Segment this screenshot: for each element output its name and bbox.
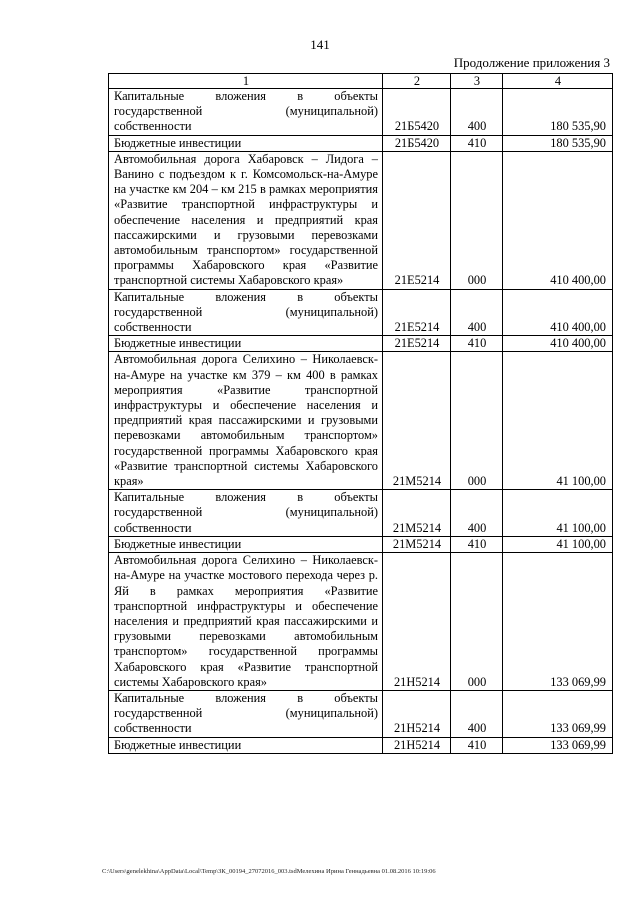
row-type: 400: [451, 690, 503, 737]
row-type: 410: [451, 536, 503, 552]
header-col-4: 4: [503, 74, 613, 89]
row-name: Автомобильная дорога Хабаровск – Лидога – Ванино с подъездом к г. Комсомольск-на-Амуре на участке км 204 – км 215 в рамках мероприятия «Развитие транспортной инфраструктуры и обеспечение населения и предприятий края пассажирскими и грузовыми перевозками автомобильным транспортом» государственной программы Хабаровского края «Развитие транспортной системы Хабаровского края»: [109, 151, 383, 289]
row-code: 21Н5214: [383, 553, 451, 691]
row-name: Бюджетные инвестиции: [109, 536, 383, 552]
row-name: Капитальные вложения в объекты государственной (муниципальной) собственности: [109, 690, 383, 737]
row-code: 21М5214: [383, 352, 451, 490]
row-code: 21Н5214: [383, 737, 451, 753]
row-type: 400: [451, 89, 503, 136]
row-code: 21Е5214: [383, 151, 451, 289]
row-code: 21Б5420: [383, 89, 451, 136]
row-type: 000: [451, 151, 503, 289]
row-type: 410: [451, 135, 503, 151]
row-code: 21Б5420: [383, 135, 451, 151]
row-code: 21Е5214: [383, 289, 451, 336]
row-type: 400: [451, 490, 503, 537]
row-name: Бюджетные инвестиции: [109, 336, 383, 352]
table-body: [109, 89, 613, 754]
table-row: [109, 135, 613, 151]
row-amount: 41 100,00: [503, 490, 613, 537]
row-code: 21М5214: [383, 536, 451, 552]
table-row: [109, 352, 613, 490]
row-name: Капитальные вложения в объекты государственной (муниципальной) собственности: [109, 289, 383, 336]
row-amount: 410 400,00: [503, 289, 613, 336]
table-header-row: [109, 74, 613, 89]
page-number: 141: [310, 37, 330, 52]
row-name: Капитальные вложения в объекты государственной (муниципальной) собственности: [109, 89, 383, 136]
row-amount: 410 400,00: [503, 336, 613, 352]
row-amount: 133 069,99: [503, 690, 613, 737]
row-amount: 410 400,00: [503, 151, 613, 289]
header-col-2: 2: [383, 74, 451, 89]
budget-table: [108, 73, 613, 754]
row-code: 21Н5214: [383, 690, 451, 737]
table-row: [109, 89, 613, 136]
row-amount: 180 535,90: [503, 135, 613, 151]
table-row: [109, 690, 613, 737]
row-name: Автомобильная дорога Селихино – Николаевск-на-Амуре на участке км 379 – км 400 в рамках мероприятия «Развитие транспортной инфраструктуры и обеспечение населения и предприятий края пассажирскими и грузовыми перевозками автомобильным транспортом» государственной программы Хабаровского края «Развитие транспортной системы Хабаровского края»: [109, 352, 383, 490]
table-row: [109, 490, 613, 537]
row-amount: 41 100,00: [503, 352, 613, 490]
header-col-3: 3: [451, 74, 503, 89]
row-code: 21Е5214: [383, 336, 451, 352]
continuation-label: Продолжение приложения 3: [453, 55, 610, 70]
row-name: Бюджетные инвестиции: [109, 737, 383, 753]
table-row: [109, 536, 613, 552]
header-col-1: 1: [109, 74, 383, 89]
row-amount: 133 069,99: [503, 737, 613, 753]
row-type: 000: [451, 553, 503, 691]
table-row: [109, 151, 613, 289]
row-name: Бюджетные инвестиции: [109, 135, 383, 151]
row-amount: 180 535,90: [503, 89, 613, 136]
row-name: Автомобильная дорога Селихино – Николаевск-на-Амуре на участке мостового перехода через р. Яй в рамках мероприятия «Развитие транспортной инфраструктуры и обеспечение населения и предприятий края пассажирскими и грузовыми перевозками автомобильным транспортом» государственной программы Хабаровского края «Развитие транспортной системы Хабаровского края»: [109, 553, 383, 691]
row-amount: 133 069,99: [503, 553, 613, 691]
row-code: 21М5214: [383, 490, 451, 537]
table-row: [109, 289, 613, 336]
row-type: 000: [451, 352, 503, 490]
file-path-footer: C:\Users\genelekhina\AppData\Local\Temp\ЗК_00194_27072016_003.tsdМелехина Ирина Геннадьевна 01.08.2016 10:19:06: [102, 868, 436, 875]
row-type: 410: [451, 737, 503, 753]
table-row: [109, 336, 613, 352]
row-name: Капитальные вложения в объекты государственной (муниципальной) собственности: [109, 490, 383, 537]
table-row: [109, 737, 613, 753]
row-type: 400: [451, 289, 503, 336]
table-row: [109, 553, 613, 691]
row-type: 410: [451, 336, 503, 352]
row-amount: 41 100,00: [503, 536, 613, 552]
